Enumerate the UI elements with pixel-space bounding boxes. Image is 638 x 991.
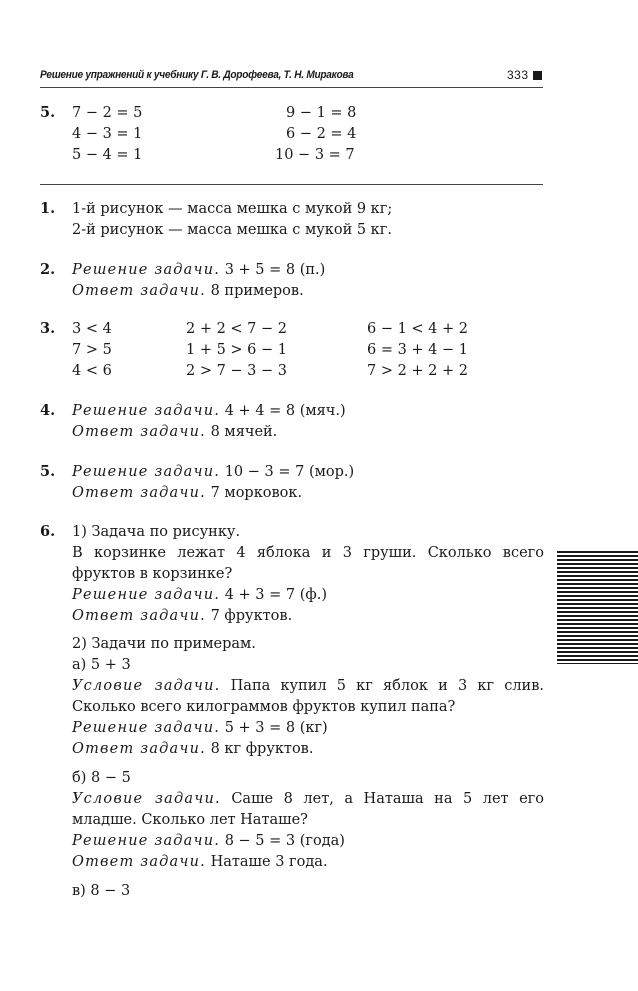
ex6-part2b-title: б) 8 − 5 bbox=[72, 770, 131, 786]
ex4-solution-label: Решение задачи. bbox=[72, 403, 221, 419]
ex6-part1-text-line2: фруктов в корзинке? bbox=[72, 566, 233, 582]
top-left-eq-3: 5 − 4 = 1 bbox=[72, 147, 143, 163]
ex4-answer-label: Ответ задачи. bbox=[72, 424, 206, 440]
ex6-part2b-solution-label: Решение задачи. bbox=[72, 833, 221, 849]
ex6-part2-title: 2) Задачи по примерам. bbox=[72, 636, 256, 652]
ex4-answer bbox=[72, 425, 277, 440]
top-exercise-number: 5. bbox=[40, 104, 56, 121]
ex6-part2b-solution bbox=[72, 834, 345, 849]
ex6-part1-title: 1) Задача по рисунку. bbox=[72, 524, 241, 540]
ex5-answer bbox=[72, 486, 302, 501]
ex3-col2-row1: 2 + 2 < 7 − 2 bbox=[186, 321, 288, 337]
ex3-col3-row3: 7 > 2 + 2 + 2 bbox=[367, 363, 469, 379]
ex2-number: 2. bbox=[40, 261, 56, 278]
ex6-part2b-answer bbox=[72, 855, 328, 870]
top-left-eq-1: 7 − 2 = 5 bbox=[72, 105, 143, 121]
ex1-line-2: 2-й рисунок — масса мешка с мукой 5 кг. bbox=[72, 222, 392, 238]
top-right-eq-2: 6 − 2 = 4 bbox=[286, 126, 357, 142]
ex6-part1-solution bbox=[72, 588, 327, 603]
ex3-col3-row1: 6 − 1 < 4 + 2 bbox=[367, 321, 469, 337]
ex6-part2c-title: в) 8 − 3 bbox=[72, 883, 131, 899]
thumb-index-stripes bbox=[557, 551, 638, 664]
ex2-answer-label: Ответ задачи. bbox=[72, 283, 206, 299]
ex6-part2a-answer-text: 8 кг фруктов. bbox=[205, 741, 314, 757]
top-left-eq-2: 4 − 3 = 1 bbox=[72, 126, 143, 142]
ex5-answer-text: 7 морковок. bbox=[205, 485, 303, 501]
ex6-part2a-title: а) 5 + 3 bbox=[72, 657, 131, 673]
top-right-eq-1: 9 − 1 = 8 bbox=[286, 105, 357, 121]
ex6-part2a-solution-label: Решение задачи. bbox=[72, 720, 221, 736]
ex6-part2a-condition-text: Папа купил 5 кг яблок и 3 кг слив. bbox=[220, 678, 544, 694]
header-rule bbox=[40, 87, 543, 88]
ex2-solution-text: 3 + 5 = 8 (п.) bbox=[220, 262, 326, 278]
ex6-part1-answer-text: 7 фруктов. bbox=[205, 608, 293, 624]
section-rule bbox=[40, 184, 543, 185]
ex1-number: 1. bbox=[40, 200, 56, 217]
ex4-solution bbox=[72, 404, 346, 419]
ex6-part2a-condition-line2: Сколько всего килограммов фруктов купил папа? bbox=[72, 699, 456, 715]
ex6-part2a-solution-text: 5 + 3 = 8 (кг) bbox=[220, 720, 328, 736]
ex3-col2-row3: 2 > 7 − 3 − 3 bbox=[186, 363, 288, 379]
ex6-part2a-answer-label: Ответ задачи. bbox=[72, 741, 206, 757]
ex6-part2b-condition-text: Саше 8 лет, а Наташа на 5 лет его bbox=[220, 791, 544, 807]
ex5-solution-text: 10 − 3 = 7 (мор.) bbox=[220, 464, 355, 480]
ex5-answer-label: Ответ задачи. bbox=[72, 485, 206, 501]
ex5-solution-label: Решение задачи. bbox=[72, 464, 221, 480]
ex2-answer bbox=[72, 284, 304, 299]
ex6-part2b-solution-text: 8 − 5 = 3 (года) bbox=[220, 833, 345, 849]
running-header-title: Решение упражнений к учебнику Г. В. Дорофеева, Т. Н. Миракова bbox=[40, 69, 354, 81]
ex6-part2b-condition-label: Условие задачи. bbox=[72, 791, 221, 807]
ex4-number: 4. bbox=[40, 402, 56, 419]
ex3-col3-row2: 6 = 3 + 4 − 1 bbox=[367, 342, 469, 358]
ex6-part1-text-line1: В корзинке лежат 4 яблока и 3 груши. Сколько всего bbox=[72, 545, 544, 561]
ex2-solution-label: Решение задачи. bbox=[72, 262, 221, 278]
ex6-part2a-solution bbox=[72, 721, 328, 736]
ex6-part1-solution-label: Решение задачи. bbox=[72, 587, 221, 603]
ex1-line-1: 1-й рисунок — масса мешка с мукой 9 кг; bbox=[72, 201, 393, 217]
ex2-solution bbox=[72, 263, 325, 278]
ex5-solution bbox=[72, 465, 354, 480]
ex4-solution-text: 4 + 4 = 8 (мяч.) bbox=[220, 403, 346, 419]
ex2-answer-text: 8 примеров. bbox=[205, 283, 304, 299]
ex3-col1-row2: 7 > 5 bbox=[72, 342, 112, 358]
ex6-part2b-answer-label: Ответ задачи. bbox=[72, 854, 206, 870]
ex6-part2a-condition-line1 bbox=[72, 679, 544, 694]
ex6-part1-answer bbox=[72, 609, 292, 624]
page-number: 333 bbox=[507, 68, 529, 82]
ex6-part1-answer-label: Ответ задачи. bbox=[72, 608, 206, 624]
ex6-part2b-condition-line2: младше. Сколько лет Наташе? bbox=[72, 812, 308, 828]
ex6-part2a-answer bbox=[72, 742, 313, 757]
ex6-part1-solution-text: 4 + 3 = 7 (ф.) bbox=[220, 587, 327, 603]
ex4-answer-text: 8 мячей. bbox=[205, 424, 278, 440]
ex5-number: 5. bbox=[40, 463, 56, 480]
ex3-number: 3. bbox=[40, 320, 56, 337]
top-right-eq-3: 10 − 3 = 7 bbox=[275, 147, 355, 163]
ex6-number: 6. bbox=[40, 523, 56, 540]
header-square-mark bbox=[533, 71, 542, 80]
ex3-col1-row3: 4 < 6 bbox=[72, 363, 112, 379]
ex3-col1-row1: 3 < 4 bbox=[72, 321, 112, 337]
ex3-col2-row2: 1 + 5 > 6 − 1 bbox=[186, 342, 288, 358]
ex6-part2b-answer-text: Наташе 3 года. bbox=[205, 854, 328, 870]
ex6-part2a-condition-label: Условие задачи. bbox=[72, 678, 221, 694]
ex6-part2b-condition-line1 bbox=[72, 792, 544, 807]
